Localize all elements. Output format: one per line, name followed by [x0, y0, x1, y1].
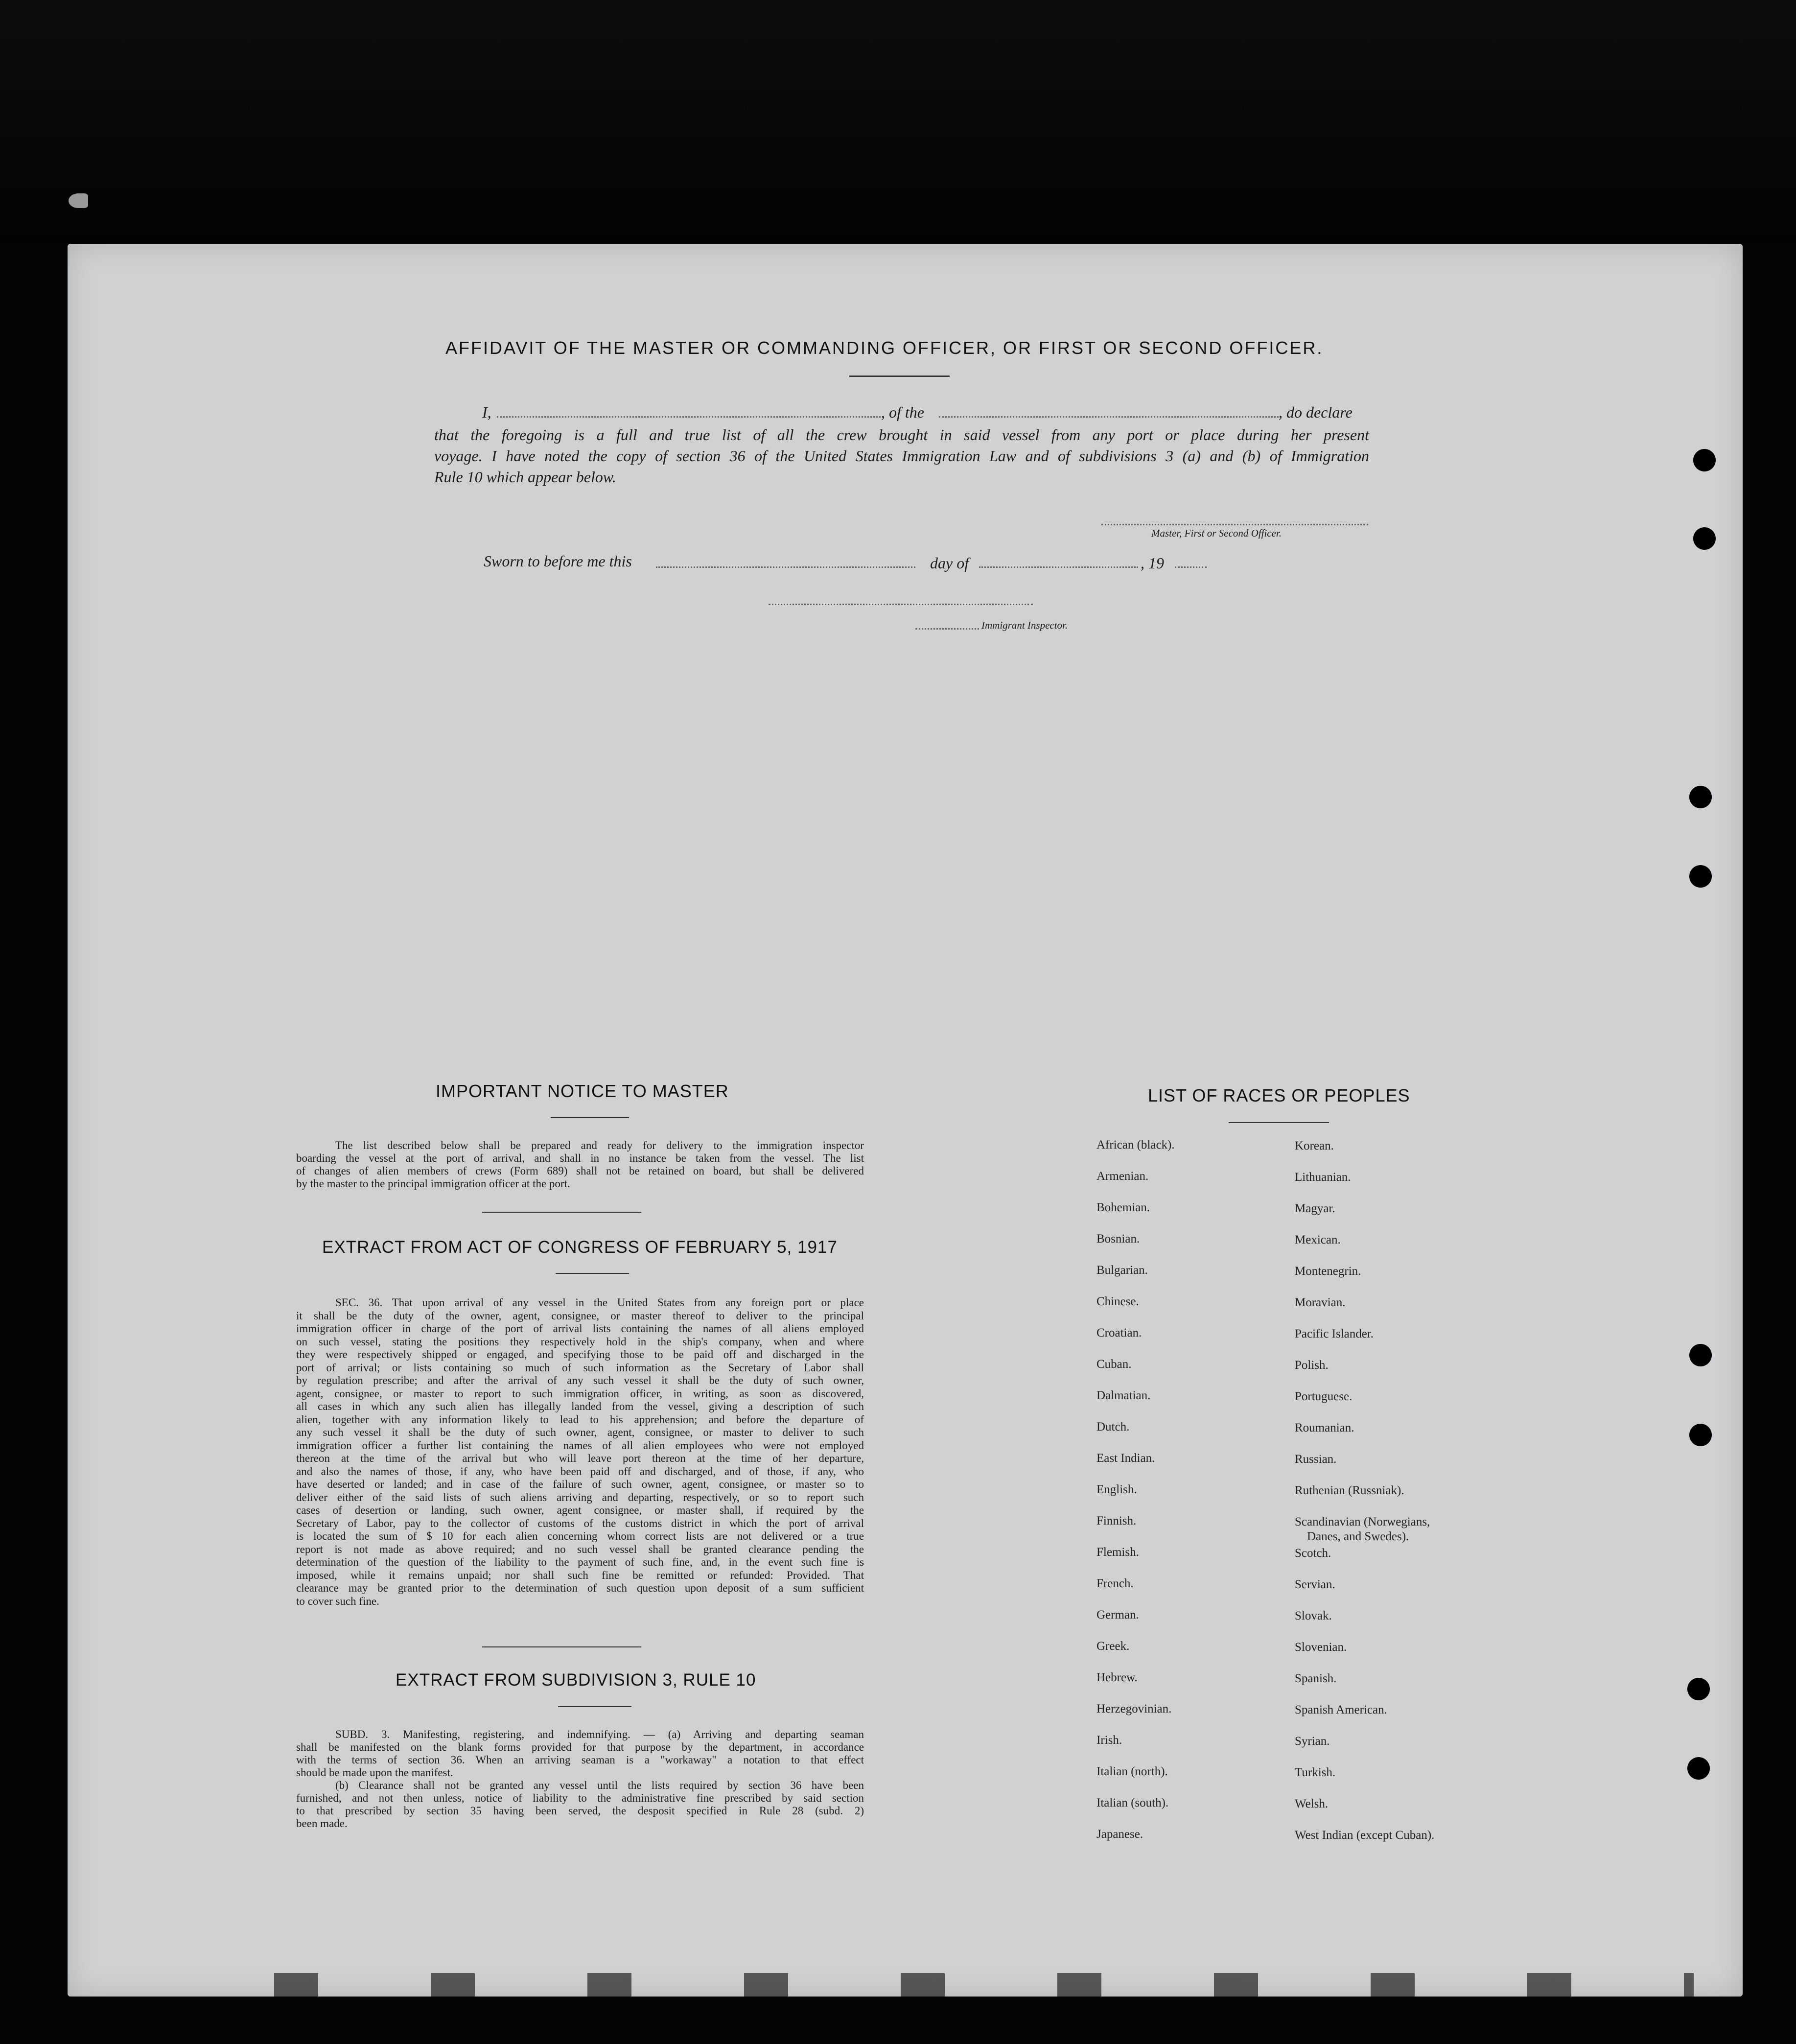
race-item: Scandinavian (Norwegians, [1295, 1515, 1430, 1528]
inspector-signature-line [769, 604, 1033, 605]
race-item: Spanish American. [1295, 1703, 1387, 1716]
affidavit-line-2: voyage. I have noted the copy of section 36 of the United States Immigration Law and of subdivisions 3 (a) and (b) of Immigration [434, 447, 1369, 465]
punch-hole [1693, 527, 1716, 550]
race-item: Welsh. [1295, 1797, 1329, 1810]
body-line: it shall be the duty of the owner, agent, consignee, or master thereof to deliver to the principal [296, 1309, 864, 1322]
affidavit-do-declare: , do declare [1279, 403, 1353, 421]
body-line: clearance may be granted prior to the determination of such question upon deposit of a sum sufficient [296, 1582, 864, 1594]
body-line: furnished, and not then unless, notice of liability to the administrative fine prescribed by said section [296, 1792, 864, 1804]
section-divider [482, 1212, 641, 1213]
body-line: alien, together with any information likely to lead to his apprehension; and before the departure of [296, 1413, 864, 1426]
races-title: LIST OF RACES OR PEOPLES [1148, 1085, 1410, 1105]
race-item: Italian (south). [1096, 1796, 1169, 1809]
affidavit-title: AFFIDAVIT OF THE MASTER OR COMMANDING OFFICER, OR FIRST OR SECOND OFFICER. [445, 338, 1324, 358]
scanner-background [0, 0, 1796, 245]
race-item: Cuban. [1096, 1358, 1132, 1371]
body-line: they were respectively shipped or engaged, and specifying those to be paid off and discharged in the [296, 1348, 864, 1361]
race-item: Dutch. [1096, 1420, 1130, 1433]
body-line: should be made upon the manifest. [296, 1766, 453, 1779]
race-item: African (black). [1096, 1138, 1175, 1151]
notice-body [296, 1139, 864, 1190]
inspector-caption: Immigrant Inspector. [981, 619, 1068, 631]
body-line: on such vessel, stating the positions they respectively hold in the ship's company, when and where [296, 1335, 864, 1348]
race-item: East Indian. [1096, 1452, 1155, 1465]
name-blank [497, 416, 884, 418]
race-item: Herzegovinian. [1096, 1702, 1172, 1715]
race-item: Russian. [1295, 1453, 1337, 1466]
body-line: deliver either of the said lists of such aliens arriving and departing, respectively, or so to report such [296, 1491, 864, 1504]
punch-hole [1689, 1344, 1712, 1366]
race-item: Korean. [1295, 1139, 1334, 1152]
race-item: Bosnian. [1096, 1232, 1140, 1245]
punch-hole [1693, 449, 1716, 471]
race-item: Pacific Islander. [1295, 1327, 1374, 1340]
affidavit-line-1: that the foregoing is a full and true list of all the crew brought in said vessel from any port or place during her present [434, 426, 1369, 444]
year-label: , 19 [1141, 554, 1164, 572]
body-line: and also the names of those, if any, who have been paid off and discharged, and of those, if any, who [296, 1465, 864, 1478]
punch-hole [1687, 1757, 1710, 1780]
notice-title: IMPORTANT NOTICE TO MASTER [436, 1081, 729, 1101]
month-blank [979, 566, 1138, 568]
affidavit-i: I, [482, 403, 491, 421]
year-blank [1175, 566, 1207, 568]
race-item: Slovak. [1295, 1609, 1332, 1622]
notice-line: boarding the vessel at the port of arrival, and shall in no instance be taken from the vessel. The list [296, 1152, 864, 1164]
race-item: Moravian. [1295, 1296, 1346, 1309]
body-line: determination of the question of the liability to the payment of such fine, and, in the event such fine is [296, 1556, 864, 1568]
body-line: all cases in which any such alien has illegally landed from the vessel, giving a description of such [296, 1400, 864, 1412]
master-signature-line [1101, 524, 1368, 525]
body-line: with the terms of section 36. When an arriving seaman is a "workaway" a notation to that effect [296, 1754, 864, 1766]
race-item: Japanese. [1096, 1828, 1143, 1841]
title-rule [849, 376, 950, 377]
affidavit-of-the: , of the [881, 403, 924, 421]
punch-hole [1689, 1424, 1712, 1446]
torn-bottom-edge [274, 1973, 1694, 2002]
body-line: been made. [296, 1817, 348, 1830]
race-item: Flemish. [1096, 1546, 1139, 1559]
sworn-label: Sworn to before me this [484, 552, 632, 570]
race-item: West Indian (except Cuban). [1295, 1829, 1435, 1842]
punch-hole [1689, 786, 1712, 808]
binder-clip-mark [69, 193, 88, 208]
body-line: (b) Clearance shall not be granted any vessel until the lists required by section 36 have been [335, 1779, 864, 1791]
extract-rule-body [296, 1728, 864, 1830]
body-line: imposed, while it remains unpaid; nor shall such fine be remitted or refunded: Provided. That [296, 1569, 864, 1581]
punch-hole [1689, 865, 1712, 888]
race-item: Mexican. [1295, 1233, 1341, 1246]
body-line: to cover such fine. [296, 1595, 379, 1607]
race-item: Turkish. [1295, 1766, 1336, 1779]
body-line: report is not made as above required; and no such vessel shall be granted clearance pending the [296, 1543, 864, 1555]
race-item: Polish. [1295, 1359, 1329, 1372]
body-line: any such vessel it shall be the duty of such owner, agent, consignee, or master to deliver to such [296, 1426, 864, 1438]
race-item: Dalmatian. [1096, 1389, 1151, 1402]
race-item: Servian. [1295, 1578, 1335, 1591]
extract-act-body [296, 1296, 864, 1608]
race-item: Armenian. [1096, 1170, 1149, 1183]
body-line: SUBD. 3. Manifesting, registering, and indemnifying. — (a) Arriving and departing seaman [335, 1728, 864, 1740]
body-line: agent, consignee, or master to report to such immigration officer, in writing, as soon as discovered, [296, 1387, 864, 1400]
body-line: by regulation prescribe; and after the arrival of any such vessel it shall be the duty of such owner, [296, 1374, 864, 1386]
affidavit-line-3: Rule 10 which appear below. [434, 468, 616, 486]
race-item: Hebrew. [1096, 1671, 1138, 1684]
race-item: Croatian. [1096, 1326, 1142, 1339]
race-item: Bohemian. [1096, 1201, 1150, 1214]
body-line: port of arrival; or lists containing so much of such information as the Secretary of Labor shall [296, 1361, 864, 1374]
section-divider [482, 1646, 641, 1647]
races-rule [1229, 1122, 1329, 1123]
race-item: Danes, and Swedes). [1307, 1530, 1409, 1543]
race-item: Slovenian. [1295, 1641, 1347, 1654]
body-line: Secretary of Labor, pay to the collector of customs of the customs district in which the port of arrival [296, 1517, 864, 1529]
body-line: immigration officer a further list containing the names of all alien employees who were not employed [296, 1439, 864, 1452]
body-line: is located the sum of $ 10 for each alien concerning whom correct lists are not delivered or a true [296, 1530, 864, 1542]
sworn-day-blank [656, 566, 915, 568]
body-line: thereon at the time of the arrival but who will leave port thereon at the time of her departure, [296, 1452, 864, 1464]
extract-rule-rule [558, 1706, 631, 1707]
day-of-label: day of [930, 554, 969, 572]
notice-line: The list described below shall be prepared and ready for delivery to the immigration inspector [335, 1139, 864, 1151]
race-item: French. [1096, 1577, 1134, 1590]
race-item: Portuguese. [1295, 1390, 1353, 1403]
race-item: Italian (north). [1096, 1765, 1168, 1778]
inspector-leader-line [915, 628, 979, 630]
body-line: have deserted or landed; and in case of the failure of such owner, agent, consignee, or master so to [296, 1478, 864, 1490]
race-item: Roumanian. [1295, 1421, 1354, 1434]
race-item: Magyar. [1295, 1202, 1335, 1215]
race-item: English. [1096, 1483, 1137, 1496]
race-item: Ruthenian (Russniak). [1295, 1484, 1404, 1497]
race-item: Chinese. [1096, 1295, 1139, 1308]
extract-rule-title: EXTRACT FROM SUBDIVISION 3, RULE 10 [396, 1670, 756, 1690]
race-item: Lithuanian. [1295, 1171, 1351, 1184]
race-item: Montenegrin. [1295, 1265, 1361, 1278]
race-item: Bulgarian. [1096, 1264, 1148, 1277]
extract-act-rule [556, 1273, 629, 1274]
body-line: cases of desertion or landing, such owner, agent consignee, or master shall, if required by the [296, 1504, 864, 1516]
race-item: Finnish. [1096, 1514, 1137, 1527]
race-item: Scotch. [1295, 1547, 1331, 1560]
body-line: immigration officer in charge of the port of arrival lists containing the names of all aliens employed [296, 1322, 864, 1335]
race-item: Greek. [1096, 1640, 1130, 1653]
notice-line: of changes of alien members of crews (Form 689) shall not be retained on board, but shall be delivered [296, 1165, 864, 1177]
race-item: German. [1096, 1608, 1139, 1621]
race-item: Syrian. [1295, 1735, 1330, 1748]
body-line: to that prescribed by section 35 having been served, the desposit specified in Rule 28 (subd. 2) [296, 1805, 864, 1817]
vessel-blank [939, 416, 1282, 418]
extract-act-title: EXTRACT FROM ACT OF CONGRESS OF FEBRUARY 5, 1917 [322, 1238, 838, 1257]
body-line: shall be manifested on the blank forms provided for that purpose by the department, in accordance [296, 1741, 864, 1753]
punch-hole [1687, 1678, 1710, 1700]
notice-rule [551, 1117, 629, 1118]
master-caption: Master, First or Second Officer. [1151, 527, 1282, 539]
race-item: Irish. [1096, 1734, 1122, 1747]
body-line: SEC. 36. That upon arrival of any vessel in the United States from any foreign port or place [335, 1296, 864, 1309]
notice-line: by the master to the principal immigration officer at the port. [296, 1177, 570, 1190]
race-item: Spanish. [1295, 1672, 1337, 1685]
